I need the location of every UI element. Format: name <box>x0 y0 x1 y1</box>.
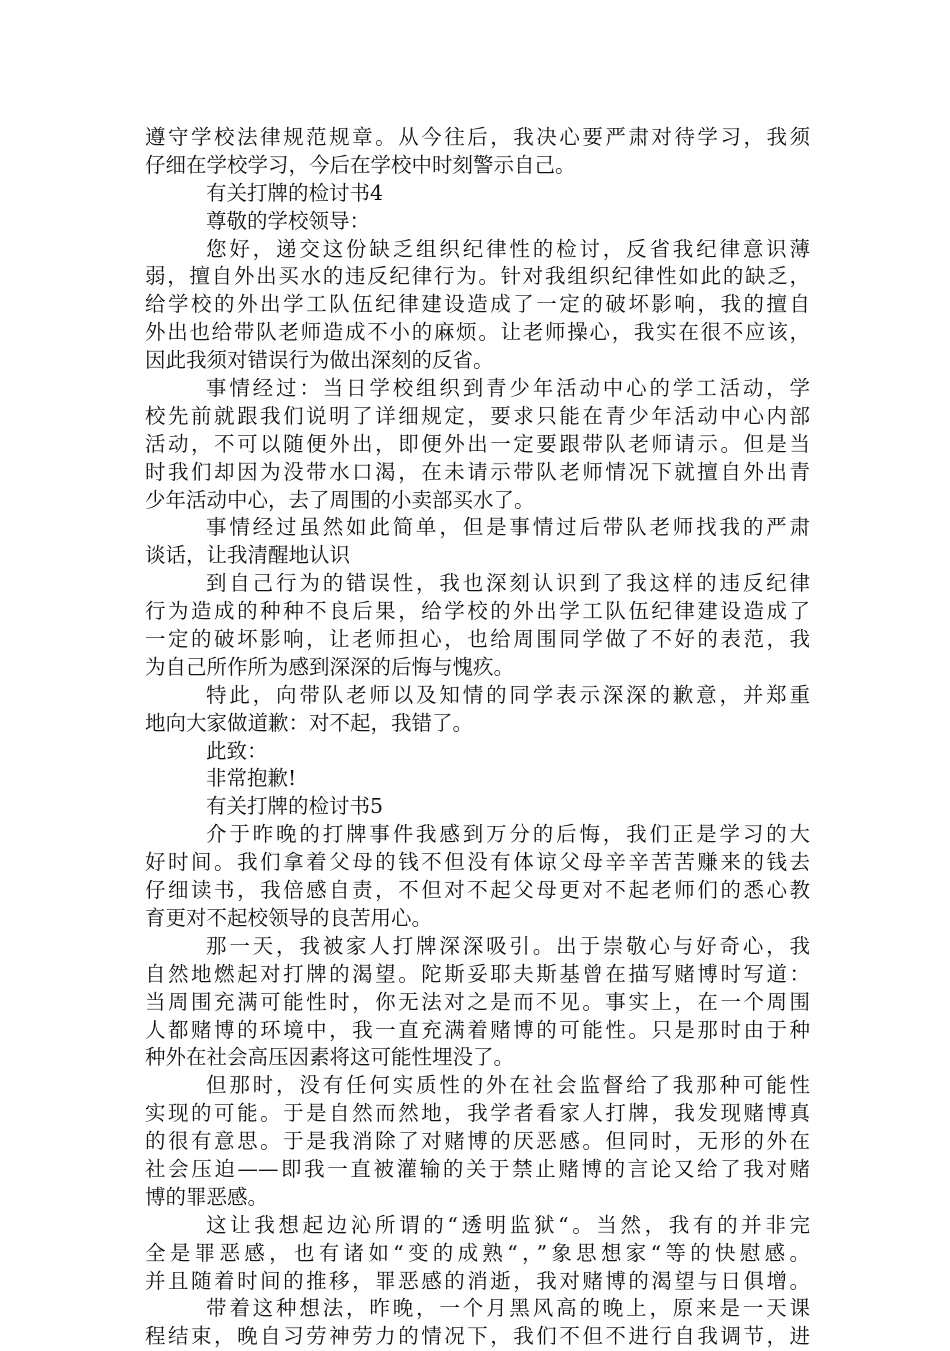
text-line: 弱，擅自外出买水的违反纪律行为。针对我组织纪律性如此的缺乏， <box>145 264 810 289</box>
text-line: 人都赌博的环境中，我一直充满着赌博的可能性。只是那时由于种 <box>145 1017 810 1042</box>
text-line: 实现的可能。于是自然而然地，我学者看家人打牌，我发现赌博真 <box>145 1101 810 1126</box>
text-line: 全是罪恶感，也有诸如“变的成熟“，”象思想家“等的快慰感。 <box>145 1240 810 1265</box>
text-line: 此致： <box>206 738 268 763</box>
text-line: 育更对不起校领导的良苦用心。 <box>145 905 432 930</box>
text-line: 因此我须对错误行为做出深刻的反省。 <box>145 348 494 373</box>
text-line: 当周围充满可能性时，你无法对之是而不见。事实上，在一个周围 <box>145 989 810 1014</box>
text-line: 地向大家做道歉：对不起，我错了。 <box>145 710 473 735</box>
document-body <box>145 124 810 1351</box>
text-line: 外出也给带队老师造成不小的麻烦。让老师操心，我实在很不应该， <box>145 320 810 345</box>
text-line: 介于昨晚的打牌事件我感到万分的后悔，我们正是学习的大 <box>206 822 810 847</box>
text-line: 好时间。我们拿着父母的钱不但没有体谅父母辛辛苦苦赚来的钱去 <box>145 850 810 875</box>
text-line: 自然地燃起对打牌的渴望。陀斯妥耶夫斯基曾在描写赌博时写道： <box>145 961 810 986</box>
text-line: 事情经过虽然如此简单，但是事情过后带队老师找我的严肃 <box>206 515 810 540</box>
text-line: 有关打牌的检讨书5 <box>206 794 384 819</box>
text-line: 活动，不可以随便外出，即便外出一定要跟带队老师请示。但是当 <box>145 431 810 456</box>
text-line: 时我们却因为没带水口渴，在未请示带队老师情况下就擅自外出青 <box>145 459 810 484</box>
text-line: 带着这种想法，昨晚，一个月黑风高的晚上，原来是一天课 <box>206 1296 810 1321</box>
text-line: 行为造成的种种不良后果，给学校的外出学工队伍纪律建设造成了 <box>145 599 810 624</box>
text-line: 尊敬的学校领导： <box>206 208 370 233</box>
text-line: 博的罪恶感。 <box>145 1184 268 1209</box>
text-line: 少年活动中心，去了周围的小卖部买水了。 <box>145 487 535 512</box>
text-line: 特此，向带队老师以及知情的同学表示深深的歉意，并郑重 <box>206 682 810 707</box>
text-line: 并且随着时间的推移，罪恶感的消逝，我对赌博的渴望与日俱增。 <box>145 1268 810 1293</box>
text-line: 校先前就跟我们说明了详细规定，要求只能在青少年活动中心内部 <box>145 403 810 428</box>
text-line: 仔细在学校学习，今后在学校中时刻警示自己。 <box>145 152 576 177</box>
text-line: 程结束，晚自习劳神劳力的情况下，我们不但不进行自我调节，进 <box>145 1324 810 1349</box>
text-line: 谈话，让我清醒地认识 <box>145 543 350 568</box>
text-line: 的很有意思。于是我消除了对赌博的厌恶感。但同时，无形的外在 <box>145 1129 810 1154</box>
text-line: 但那时，没有任何实质性的外在社会监督给了我那种可能性 <box>206 1073 810 1098</box>
text-line: 仔细读书，我倍感自责，不但对不起父母更对不起老师们的悉心教 <box>145 878 810 903</box>
text-line: 种外在社会高压因素将这可能性埋没了。 <box>145 1045 514 1070</box>
text-line: 遵守学校法律规范规章。从今往后，我决心要严肃对待学习，我须 <box>145 125 810 149</box>
text-line: 社会压迫——即我一直被灌输的关于禁止赌博的言论又给了我对赌 <box>145 1156 810 1181</box>
text-line: 有关打牌的检讨书4 <box>206 180 384 205</box>
text-line: 一定的破坏影响，让老师担心，也给周围同学做了不好的表范，我 <box>145 627 810 652</box>
text-line: 事情经过：当日学校组织到青少年活动中心的学工活动，学 <box>206 376 810 401</box>
text-line: 给学校的外出学工队伍纪律建设造成了一定的破坏影响，我的擅自 <box>145 292 810 317</box>
text-line: 那一天，我被家人打牌深深吸引。出于崇敬心与好奇心，我 <box>206 933 810 958</box>
text-line: 非常抱歉! <box>206 766 297 791</box>
text-line: 到自己行为的错误性，我也深刻认识到了我这样的违反纪律 <box>206 571 810 596</box>
text-line: 您好，递交这份缺乏组织纪律性的检讨，反省我纪律意识薄 <box>206 236 810 261</box>
text-line: 这让我想起边沁所谓的“透明监狱“。当然，我有的并非完 <box>206 1212 810 1237</box>
text-line: 为自己所作所为感到深深的后悔与愧疚。 <box>145 654 514 679</box>
